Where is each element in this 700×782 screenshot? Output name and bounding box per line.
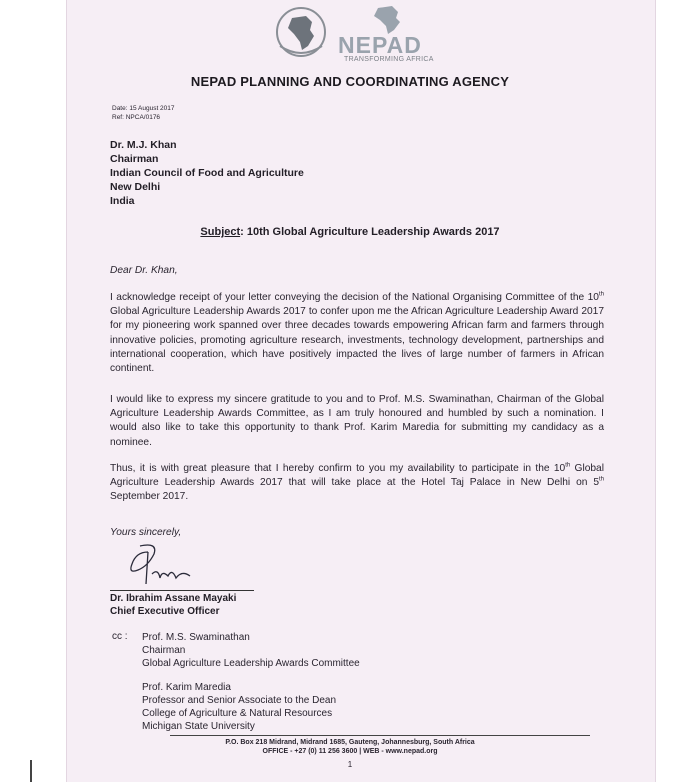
recipient-org: Indian Council of Food and Agriculture <box>110 167 304 179</box>
nepad-africa-icon <box>370 2 404 36</box>
closing: Yours sincerely, <box>110 527 182 538</box>
paragraph-2: I would like to express my sincere gratitude to you and to Prof. M.S. Swaminathan, Chairman of the Global Agriculture Leadership Awards Committee, as I am truly honoured and humbled by such a nomination. I would also like to take this opportunity to thank Prof. Karim Maredia for submitting my candidacy as a nominee. <box>110 394 604 448</box>
cc-line: Michigan State University <box>142 721 255 732</box>
letter-date: Date: 15 August 2017 <box>112 105 175 112</box>
recipient-name: Dr. M.J. Khan <box>110 139 177 151</box>
footer-contact: OFFICE - +27 (0) 11 256 3600 | WEB - www.nepad.org <box>262 748 438 755</box>
au-emblem-icon <box>272 6 330 58</box>
subject-label: Subject <box>200 226 241 238</box>
page-number: 1 <box>347 760 353 769</box>
footer-divider <box>170 735 590 736</box>
cc-label: cc : <box>112 631 128 642</box>
recipient-country: India <box>110 195 135 207</box>
cc-name: Prof. Karim Maredia <box>142 682 231 693</box>
cc-recipient-2 <box>142 681 336 733</box>
recipient-city: New Delhi <box>110 181 161 193</box>
subject-text: : 10th Global Agriculture Leadership Awards 2017 <box>240 226 500 238</box>
signature-line <box>110 590 254 591</box>
signature-icon <box>118 540 208 588</box>
nepad-logo-text: NEPAD <box>338 32 422 58</box>
letter-ref: Ref: NPCA/0176 <box>112 114 161 121</box>
cc-line: Professor and Senior Associate to the Dean <box>142 695 337 706</box>
signatory-title: Chief Executive Officer <box>110 606 220 617</box>
subject-line <box>0 226 700 238</box>
recipient-title: Chairman <box>110 153 159 165</box>
cc-line: Global Agriculture Leadership Awards Committee <box>142 658 360 669</box>
cc-line: College of Agriculture & Natural Resources <box>142 708 333 719</box>
cc-name: Prof. M.S. Swaminathan <box>142 632 250 643</box>
cc-recipient-1 <box>142 631 360 670</box>
agency-heading: NEPAD PLANNING AND COORDINATING AGENCY <box>190 74 510 89</box>
nepad-tagline: TRANSFORMING AFRICA <box>344 56 434 63</box>
paragraph-3: Thus, it is with great pleasure that I hereby confirm to you my availability to participate in the 10th Global Agriculture Leadership Awards 2017 that will take place at the Hotel Taj Palace in New Delhi on 5th September 2017. <box>110 462 604 503</box>
signatory-name: Dr. Ibrahim Assane Mayaki <box>110 593 237 604</box>
salutation: Dear Dr. Khan, <box>110 265 178 276</box>
paragraph-1: I acknowledge receipt of your letter conveying the decision of the National Organising Committee of the 10th Global Agriculture Leadership Awards 2017 to confer upon me the African Agriculture Leadership Award 2017 for my pioneering work spanned over three decades towards empowering African farm and farmers through innovative policies, promoting agriculture research, investments, technology development, partnerships and international cooperation, which have positively impacted the lives of large number of farmers in African continent. <box>110 291 604 375</box>
cc-line: Chairman <box>142 645 186 656</box>
footer-address: P.O. Box 218 Midrand, Midrand 1685, Gauteng, Johannesburg, South Africa <box>225 739 475 746</box>
